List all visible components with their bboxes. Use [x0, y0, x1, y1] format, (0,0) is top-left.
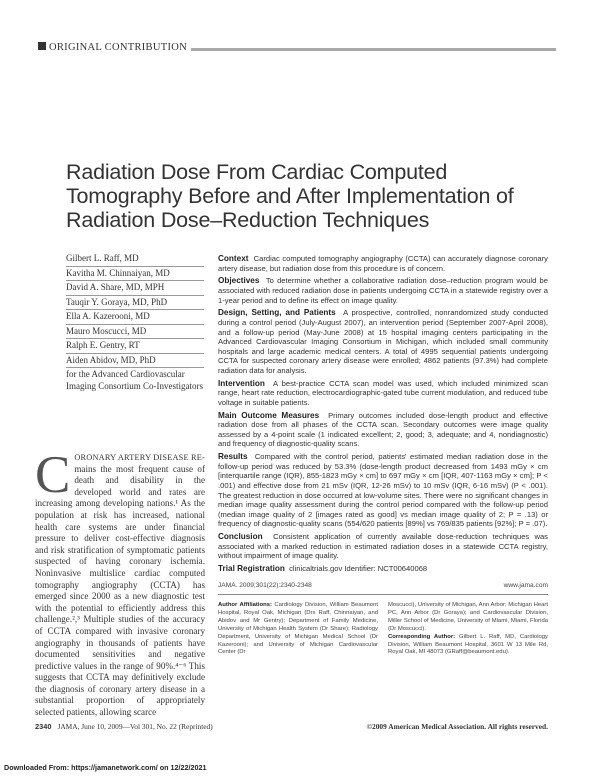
abstract-results [218, 452, 548, 529]
abstract-intervention [218, 379, 548, 408]
abstract-text: Compared with the control period, patients' estimated median radiation dose in the follow-up period was reduced by 53.3% (dose-length product decreased from 1493 mGy × cm [interquartile range (IQR), 855-1823 mGy × cm] to 697 mGy × cm [IQR, 407-1163 mGy × cm]; P < .001) and effective dose from 21 mSv (IQR, 12-26 mSv) to 10 mSv (IQR, 6-16 mSv) (P < .001). The greatest reduction in dose occurred at low-volume sites. There were no significant changes in median image quality assessment during the control period compared with the follow-up period (median image quality of 2 [images rated as good] vs median image quality of 2; P = .13) or frequency of diagnostic-quality scans (554/620 patients [89%] vs 769/835 patients [92%]; P = .07). [218, 452, 548, 529]
article-title: Radiation Dose From Cardiac Computed Tomography Before and After Implementation of Radiation Dose–Reduction Techniques [66, 160, 514, 232]
square-bullet-icon [38, 42, 46, 50]
section-header [38, 42, 556, 54]
abstract-text: Cardiac computed tomography angiography (CCTA) can accurately diagnose coronary artery disease, but radiation dose from this procedure is of concern. [218, 254, 548, 273]
author: Ralph E. Gentry, RT [66, 339, 204, 354]
affiliations-col-1 [218, 602, 378, 657]
abstract-heading: Context [218, 254, 249, 263]
abstract-conclusion [218, 532, 548, 561]
citation-divider [218, 594, 548, 595]
author: Kavitha M. Chinnaiyan, MD [66, 267, 204, 282]
body-paragraph [35, 446, 205, 719]
copyright: ©2009 American Medical Association. All rights reserved. [366, 722, 548, 731]
section-label [38, 42, 191, 53]
abstract-design [218, 308, 548, 375]
author: David A. Share, MD, MPH [66, 281, 204, 296]
abstract-objectives [218, 276, 548, 305]
affiliations-text: Moscucci), University of Michigan, Ann Arbor; Michigan Heart PC, Ann Arbor (Dr Goraya); and Cardiovascular Division, Miller School of Medicine, University of Miami, Miami, Florida (Dr Moscucci). [388, 602, 548, 632]
author: Ella A. Kazerooni, MD [66, 310, 204, 325]
body-text: mains the most frequent cause of death and disability in the developed world and rates are increasing among developing nations.¹ As the population at risk has increased, national health care systems are under financial pressure to deliver cost-effective diagnosis and risk stratification of symptomatic patients suspected of having coronary ischemia. Noninvasive multislice cardiac computed tomography angiography (CCTA) has emerged since 2000 as a new diagnostic test with the potential to efficiently address this challenge.²,³ Multiple studies of the accuracy of CCTA compared with invasive coronary angiography in thousands of patients have documented sensitivities and negative predictive values in the range of 90%.⁴⁻⁶ This suggests that CCTA may definitively exclude the diagnosis of coronary artery disease in a substantial proportion of appropriately selected patients, allowing scarce [35, 463, 205, 718]
abstract-heading: Intervention [218, 378, 265, 388]
author: Mauro Moscucci, MD [66, 325, 204, 340]
affiliations-text: Cardiology Division, William Beaumont Hospital, Royal Oak, Michigan (Drs Raff, Chinnaiyan, and Abidov and Mr Gentry); Department of Family Medicine, University of Michigan Health System (Dr Share); Radiology Department, University of Michigan Medical School (Dr Kazerooni); and University of Michigan Cardiovascular Center (Dr [218, 602, 378, 656]
abstract-heading: Results [218, 452, 248, 462]
article-body [35, 446, 205, 719]
author-list [66, 252, 204, 392]
author: Aiden Abidov, MD, PhD [66, 354, 204, 369]
lead-in: ORONARY ARTERY DISEASE RE- [74, 453, 205, 462]
abstract-heading: Main Outcome Measures [218, 410, 320, 420]
author-group: for the Advanced Cardiovascular Imaging Consortium Co-Investigators [66, 369, 203, 391]
abstract-text: A prospective, controlled, nonrandomized study conducted during a control period (July-August 2007), an intervention period (September 2007-April 2008), and a follow-up period (May-June 2008) at 15 hospital imaging centers participating in the Advanced Cardiovascular Imaging Consortium in Michigan, which included small community hospitals and large academic medical centers. A total of 4995 sequential patients undergoing CCTA for suspected coronary artery disease were enrolled; 4862 patients (97.3%) had complete radiation data for analysis. [218, 308, 548, 375]
affiliations-col-2 [388, 602, 548, 657]
abstract-text: Primary outcomes included dose-length product and effective radiation dose from all phases of the CCTA scan. Secondary outcomes were image quality assessed by a 4-point scale (1 indicated excellent; 2, good; 3, adequate; and 4, nondiagnostic) and frequency of diagnostic-quality scans. [218, 410, 548, 449]
journal-info: JAMA, June 10, 2009—Vol 301, No. 22 (Reprinted) [57, 722, 213, 731]
abstract-context [218, 254, 548, 273]
author: Gilbert L. Raff, MD [66, 252, 204, 267]
author: Tauqir Y. Goraya, MD, PhD [66, 296, 204, 311]
website-link[interactable]: www.jama.com [503, 582, 548, 589]
abstract-text: Consistent application of currently available dose-reduction techniques was associated with a marked reduction in estimated radiation doses in a statewide CCTA registry, without impairment of image quality. [218, 532, 548, 561]
abstract-text: A best-practice CCTA scan model was used, which included minimized scan range, heart rate reduction, electrocardiographic-gated tube current modulation, and reduced tube voltage in suitable patients. [218, 378, 548, 407]
footer-left [35, 722, 213, 731]
abstract [218, 254, 548, 577]
page-number: 2340 [35, 722, 52, 731]
abstract-trial-registration [218, 564, 548, 574]
abstract-heading: Conclusion [218, 532, 263, 542]
abstract-heading: Design, Setting, and Patients [218, 308, 336, 318]
citation: JAMA. 2009;301(22):2340-2348 [218, 582, 312, 589]
download-note: Downloaded From: https://jamanetwork.com/ on 12/22/2021 [4, 763, 207, 772]
corresponding-label: Corresponding Author: [388, 633, 456, 640]
affiliations-label: Author Affiliations: [218, 602, 272, 608]
abstract-heading: Objectives [218, 276, 260, 286]
abstract-text: To determine whether a collaborative radiation dose–reduction program would be associated with reduced radiation dose in patients undergoing CCTA in a statewide registry over a 1-year period and to define its effect on image quality. [218, 276, 548, 305]
drop-cap: C [35, 446, 71, 504]
abstract-outcomes [218, 411, 548, 449]
section-label-text: ORIGINAL CONTRIBUTION [49, 42, 188, 53]
abstract-text: clinicaltrials.gov Identifier: NCT00640068 [289, 564, 428, 574]
corresponding-text: Gilbert L. Raff, MD, Cardiology Division, William Beaumont Hospital, 3601 W 13 Mile Rd, Royal Oak, MI 48073 (GRaff@beaumont.edu). [388, 633, 548, 656]
abstract-heading: Trial Registration [218, 564, 285, 574]
